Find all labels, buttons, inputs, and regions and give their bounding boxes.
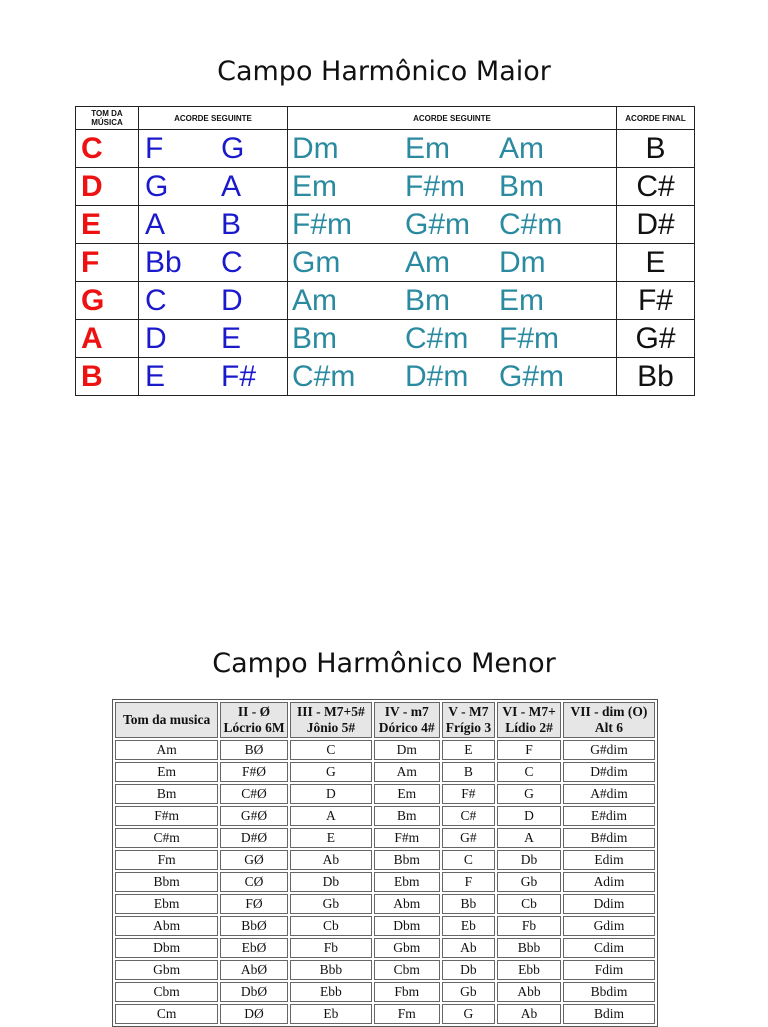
minor-cell: G# xyxy=(442,828,496,848)
minor-cell: F xyxy=(497,740,561,760)
minor-cell: Cb xyxy=(290,916,372,936)
relative-chord-3: Em xyxy=(499,284,544,317)
minor-row xyxy=(115,806,655,826)
minor-cell: BbØ xyxy=(220,916,288,936)
minor-cell: C xyxy=(497,762,561,782)
minor-cell: Adim xyxy=(563,872,655,892)
relative-chord-1: Dm xyxy=(292,132,339,165)
minor-cell: G#Ø xyxy=(220,806,288,826)
minor-cell: Bm xyxy=(115,784,218,804)
relative-chord-2: G#m xyxy=(405,208,471,241)
relative-chord-1: Bm xyxy=(292,322,337,355)
relative-chord-3: F#m xyxy=(499,322,559,355)
minor-cell: Gbm xyxy=(374,938,440,958)
minor-cell: G xyxy=(497,784,561,804)
minor-header-cell: III - M7+5# Jônio 5# xyxy=(290,702,372,738)
minor-header-cell: VII - dim (O) Alt 6 xyxy=(563,702,655,738)
minor-cell: G xyxy=(442,1004,496,1024)
relative-chords xyxy=(288,358,617,396)
relative-chords xyxy=(288,244,617,282)
minor-cell: Bdim xyxy=(563,1004,655,1024)
next-chords xyxy=(139,320,288,358)
minor-cell: Fbm xyxy=(374,982,440,1002)
minor-row xyxy=(115,1004,655,1024)
minor-cell: Fm xyxy=(374,1004,440,1024)
minor-cell: Abm xyxy=(115,916,218,936)
relative-chord-3: Dm xyxy=(499,246,546,279)
minor-cell: Gbm xyxy=(115,960,218,980)
minor-cell: Bbb xyxy=(497,938,561,958)
minor-cell: Bbm xyxy=(374,850,440,870)
relative-chords xyxy=(288,168,617,206)
next-chord-1: G xyxy=(145,170,169,203)
minor-cell: Bb xyxy=(442,894,496,914)
relative-chords xyxy=(288,206,617,244)
final-chord: E xyxy=(617,244,695,282)
next-chords xyxy=(139,168,288,206)
minor-cell: Cm xyxy=(115,1004,218,1024)
next-chord-2: E xyxy=(221,322,242,355)
relative-chord-1: C#m xyxy=(292,360,356,393)
minor-cell: E#dim xyxy=(563,806,655,826)
next-chord-2: B xyxy=(221,208,242,241)
major-key: F xyxy=(76,244,139,282)
minor-cell: FØ xyxy=(220,894,288,914)
major-row xyxy=(76,244,695,282)
minor-cell: Am xyxy=(374,762,440,782)
next-chord-2: D xyxy=(221,284,243,317)
relative-chord-2: D#m xyxy=(405,360,469,393)
minor-cell: D xyxy=(290,784,372,804)
next-chord-2: C xyxy=(221,246,243,279)
minor-row xyxy=(115,894,655,914)
minor-cell: Edim xyxy=(563,850,655,870)
minor-cell: Am xyxy=(115,740,218,760)
next-chords xyxy=(139,358,288,396)
minor-cell: Db xyxy=(290,872,372,892)
minor-cell: A xyxy=(497,828,561,848)
minor-cell: C# xyxy=(442,806,496,826)
relative-chord-3: C#m xyxy=(499,208,563,241)
relative-chords xyxy=(288,282,617,320)
header-final: ACORDE FINAL xyxy=(617,107,695,130)
minor-cell: Em xyxy=(374,784,440,804)
minor-header-row xyxy=(115,702,655,738)
major-header-row xyxy=(76,107,695,130)
relative-chord-3: G#m xyxy=(499,360,565,393)
minor-cell: Em xyxy=(115,762,218,782)
minor-cell: Fb xyxy=(497,916,561,936)
minor-cell: D#dim xyxy=(563,762,655,782)
relative-chord-1: Gm xyxy=(292,246,341,279)
minor-cell: Dbm xyxy=(115,938,218,958)
minor-row xyxy=(115,850,655,870)
minor-row xyxy=(115,938,655,958)
minor-cell: G#dim xyxy=(563,740,655,760)
next-chord-1: C xyxy=(145,284,167,317)
minor-cell: Abb xyxy=(497,982,561,1002)
final-chord: B xyxy=(617,130,695,168)
major-harmonic-table xyxy=(75,106,695,396)
minor-cell: Ab xyxy=(497,1004,561,1024)
next-chord-1: A xyxy=(145,208,166,241)
major-key: D xyxy=(76,168,139,206)
final-chord: Bb xyxy=(617,358,695,396)
minor-cell: DbØ xyxy=(220,982,288,1002)
minor-cell: Db xyxy=(442,960,496,980)
minor-cell: D xyxy=(497,806,561,826)
minor-cell: AbØ xyxy=(220,960,288,980)
minor-cell: Gb xyxy=(497,872,561,892)
minor-header-cell: Tom da musica xyxy=(115,702,218,738)
minor-title: Campo Harmônico Menor xyxy=(212,648,556,679)
minor-cell: Fm xyxy=(115,850,218,870)
major-title: Campo Harmônico Maior xyxy=(217,56,551,87)
minor-header-cell: VI - M7+ Lídio 2# xyxy=(497,702,561,738)
next-chord-2: A xyxy=(221,170,242,203)
major-row xyxy=(76,130,695,168)
major-key: B xyxy=(76,358,139,396)
next-chord-1: E xyxy=(145,360,166,393)
minor-cell: Db xyxy=(497,850,561,870)
minor-cell: F xyxy=(442,872,496,892)
relative-chords xyxy=(288,320,617,358)
major-row xyxy=(76,206,695,244)
next-chords xyxy=(139,206,288,244)
minor-cell: Gb xyxy=(442,982,496,1002)
minor-cell: G xyxy=(290,762,372,782)
minor-cell: Dm xyxy=(374,740,440,760)
minor-row xyxy=(115,784,655,804)
next-chords xyxy=(139,282,288,320)
major-key: A xyxy=(76,320,139,358)
minor-header-cell: IV - m7 Dórico 4# xyxy=(374,702,440,738)
final-chord: C# xyxy=(617,168,695,206)
minor-cell: Cb xyxy=(497,894,561,914)
minor-cell: B xyxy=(442,762,496,782)
minor-cell: CØ xyxy=(220,872,288,892)
major-row xyxy=(76,358,695,396)
minor-row xyxy=(115,916,655,936)
minor-row xyxy=(115,982,655,1002)
minor-row xyxy=(115,740,655,760)
minor-cell: Ebb xyxy=(497,960,561,980)
header-seguinte-2: ACORDE SEGUINTE xyxy=(288,107,617,130)
minor-cell: Eb xyxy=(290,1004,372,1024)
minor-cell: Bm xyxy=(374,806,440,826)
relative-chord-2: Am xyxy=(405,246,450,279)
minor-cell: Cbm xyxy=(374,960,440,980)
minor-cell: E xyxy=(290,828,372,848)
header-seguinte-1: ACORDE SEGUINTE xyxy=(139,107,288,130)
minor-row xyxy=(115,762,655,782)
minor-cell: GØ xyxy=(220,850,288,870)
relative-chord-2: F#m xyxy=(405,170,465,203)
minor-cell: C xyxy=(290,740,372,760)
minor-cell: Ddim xyxy=(563,894,655,914)
major-row xyxy=(76,320,695,358)
minor-cell: Ebb xyxy=(290,982,372,1002)
relative-chord-2: Em xyxy=(405,132,450,165)
minor-row xyxy=(115,828,655,848)
minor-cell: Ab xyxy=(290,850,372,870)
minor-cell: Ebm xyxy=(374,872,440,892)
major-row xyxy=(76,282,695,320)
minor-cell: Dbm xyxy=(374,916,440,936)
minor-cell: Abm xyxy=(374,894,440,914)
minor-cell: Fdim xyxy=(563,960,655,980)
major-key: G xyxy=(76,282,139,320)
relative-chord-3: Am xyxy=(499,132,544,165)
next-chords xyxy=(139,244,288,282)
final-chord: G# xyxy=(617,320,695,358)
relative-chord-2: C#m xyxy=(405,322,469,355)
minor-harmonic-table xyxy=(112,699,658,1027)
minor-cell: B#dim xyxy=(563,828,655,848)
minor-cell: EbØ xyxy=(220,938,288,958)
final-chord: F# xyxy=(617,282,695,320)
relative-chord-1: F#m xyxy=(292,208,352,241)
minor-cell: Gdim xyxy=(563,916,655,936)
minor-cell: Eb xyxy=(442,916,496,936)
minor-cell: C xyxy=(442,850,496,870)
minor-cell: Ab xyxy=(442,938,496,958)
minor-cell: DØ xyxy=(220,1004,288,1024)
minor-cell: F# xyxy=(442,784,496,804)
relative-chord-3: Bm xyxy=(499,170,544,203)
minor-row xyxy=(115,960,655,980)
relative-chords xyxy=(288,130,617,168)
minor-cell: F#m xyxy=(374,828,440,848)
major-key: C xyxy=(76,130,139,168)
minor-cell: Bbb xyxy=(290,960,372,980)
minor-header-cell: V - M7 Frígio 3 xyxy=(442,702,496,738)
minor-cell: F#m xyxy=(115,806,218,826)
minor-cell: Cbm xyxy=(115,982,218,1002)
minor-cell: Bbm xyxy=(115,872,218,892)
next-chord-2: F# xyxy=(221,360,257,393)
next-chord-1: Bb xyxy=(145,246,182,279)
next-chord-1: F xyxy=(145,132,164,165)
major-row xyxy=(76,168,695,206)
minor-cell: Gb xyxy=(290,894,372,914)
minor-cell: Cdim xyxy=(563,938,655,958)
minor-cell: D#Ø xyxy=(220,828,288,848)
minor-cell: Ebm xyxy=(115,894,218,914)
minor-cell: Fb xyxy=(290,938,372,958)
minor-cell: C#m xyxy=(115,828,218,848)
next-chord-1: D xyxy=(145,322,167,355)
minor-cell: A xyxy=(290,806,372,826)
minor-cell: Bbdim xyxy=(563,982,655,1002)
major-key: E xyxy=(76,206,139,244)
minor-cell: E xyxy=(442,740,496,760)
relative-chord-2: Bm xyxy=(405,284,450,317)
minor-row xyxy=(115,872,655,892)
next-chord-2: G xyxy=(221,132,245,165)
minor-cell: A#dim xyxy=(563,784,655,804)
minor-cell: F#Ø xyxy=(220,762,288,782)
minor-cell: BØ xyxy=(220,740,288,760)
next-chords xyxy=(139,130,288,168)
final-chord: D# xyxy=(617,206,695,244)
relative-chord-1: Am xyxy=(292,284,337,317)
relative-chord-1: Em xyxy=(292,170,337,203)
minor-header-cell: II - Ø Lócrio 6M xyxy=(220,702,288,738)
header-tom: TOM DA MÚSICA xyxy=(76,107,139,130)
minor-cell: C#Ø xyxy=(220,784,288,804)
